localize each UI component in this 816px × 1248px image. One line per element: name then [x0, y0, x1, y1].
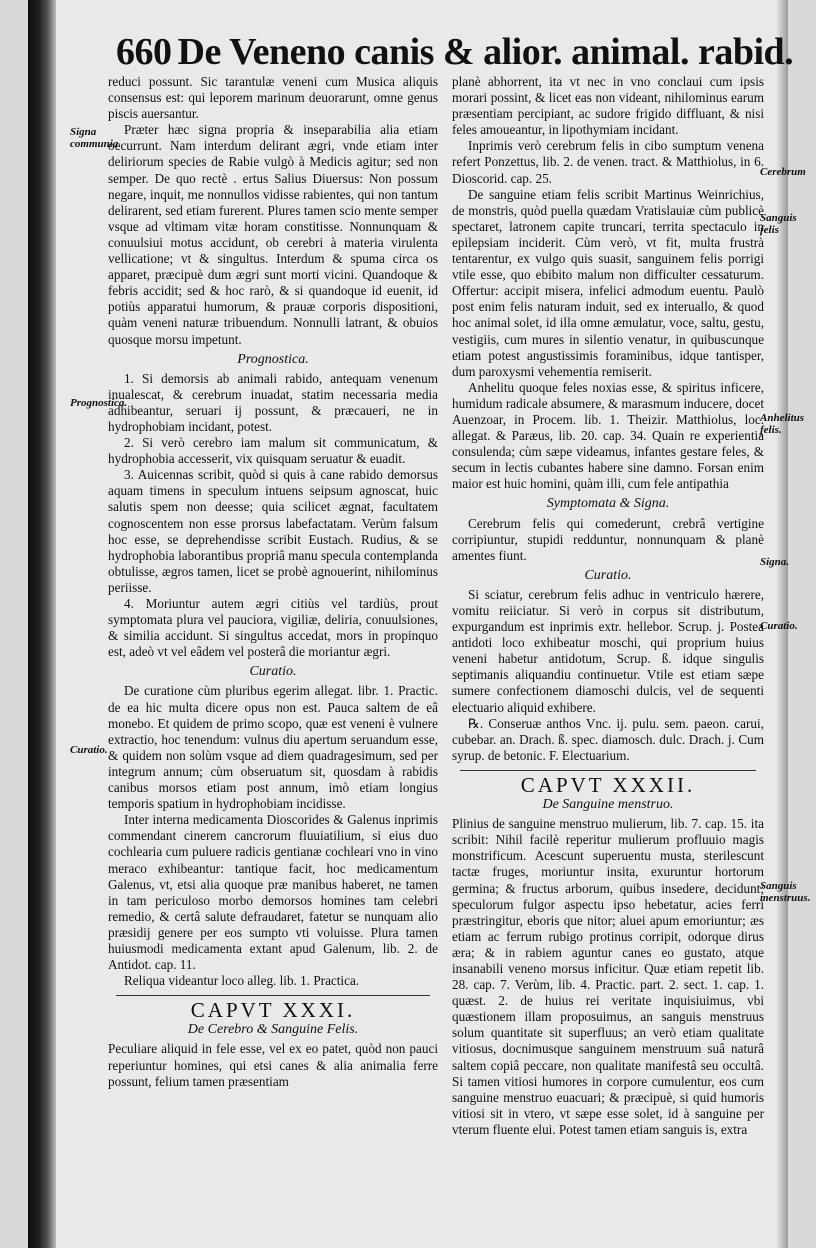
- chapter-heading-31: CAPVT XXXI.: [190, 998, 356, 1023]
- chapter-heading-32: CAPVT XXXII.: [520, 772, 696, 797]
- paragraph: 1. Si demorsis ab animali rabido, antequam venenum inualescat, & cerebrum inuadat, statim necessaria media adhibeantur, seruari ij possunt, & præcaueri, ne in hydrophobiam incidant, potest.: [108, 370, 438, 434]
- paragraph: 3. Auicennas scribit, quòd si quis à cane rabido demorsus aquam timens in speculum intuens seipsum agnoscat, huic salutis spem non deesse; quia scilicet ægnat, facultatem cognoscentem non esse prorsus labefactatam. Verùm falsum hoc esse, se deprehendisse scribit Eustach. Rudius, & se hydrophobia laborantibus propriâ manu specula contemplanda obtulisse, ægros tamen, licet se probè agnouerint, nihilominus periisse.: [108, 467, 438, 595]
- section-heading-curatio: Curatio.: [249, 664, 297, 680]
- paragraph: reduci possunt. Sic tarantulæ veneni cum Musica aliquis consensus est: qui leporem marinum deuorarunt, omne genus piscis auersantur.: [108, 74, 438, 122]
- paragraph: Peculiare aliquid in fele esse, vel ex eo patet, quòd non pauci reperiuntur homines, qui etsi canes & alia animalia ferre possunt, felium tamen præsentiam: [108, 1041, 438, 1089]
- margin-note-cerebrum: Cerebrum: [760, 166, 806, 178]
- paragraph: 4. Moriuntur autem ægri citiùs vel tardiùs, prout symptomata plura vel pauciora, vigiliæ, deliria, conuulsiones, & similia accidunt. Si singultus accedat, mors in propinquo est, adeò vt vel eâdem vel posterâ die moriantur ægri.: [108, 596, 438, 660]
- page-number: 660: [116, 31, 172, 73]
- paragraph: Si sciatur, cerebrum felis adhuc in ventriculo hærere, vomitu reiiciatur. Si verò in corpus sit distributum, expurgandum est inprimis extr. hellebor. Scrup. j. Postea antidoti loco exhibeatur moschi, qui proprium huius veneni habetur antidotum, Scrup. ß. idque singulis septimanis aliquandiu continuetur. Vtile est etiam sæpe sumere confectionem diamoschi dulcis, vel de sequenti electuario aliquid exhibere.: [452, 586, 764, 715]
- chapter-subtitle-32: De Sanguine menstruo.: [542, 797, 674, 813]
- paragraph: Cerebrum felis qui comederunt, crebrâ vertigine corripiuntur, stupidi redduntur, nonnunquam & planè amentes fiunt.: [452, 515, 764, 563]
- paragraph: planè abhorrent, ita vt nec in vno conclaui cum ipsis morari possint, & licet eas non videant, nihilominus earum præsentiam percipiant, ac sudore frigido diffluant, & nisi feles amoueantur, in lipothymiam incidant.: [452, 74, 764, 138]
- divider: [116, 995, 430, 996]
- book-page: [28, 0, 811, 1248]
- paragraph: Inprimis verò cerebrum felis in cibo sumptum venena refert Ponzettus, lib. 2. de venen. tract. & Matthiolus, in 6. Dioscorid. cap. 25.: [452, 138, 764, 186]
- paragraph: De sanguine etiam felis scribit Martinus Weinrichius, de monstris, quòd puella quædam Vratislauiæ cùm publicè spectaret, latronem capite truncari, territa spectaculo in epilepsiam inciderit. Cùm verò, vt fit, multa frustrà tentarentur, ex vulgo quis suasit, sanguinem felis porrigi vtile esse, quo ebibito malum non difficulter cessaturum. Offertur: accipit misera, infelici admodum euentu. Paulò post enim felis naturam induit, sed ex interuallo, & quod hoc animal solet, id illa omne æmulatur, voce, saltu, gestu, vestigiis, cum mures in silentio venatur, in quibuscunque etiam potest angustissimis foraminibus, idque tantisper, dum paroxysmi vehementia remiserit.: [452, 186, 764, 379]
- section-heading-curatio: Curatio.: [584, 567, 632, 583]
- divider: [460, 770, 756, 771]
- running-title: De Veneno canis & alior. animal. rabid.: [177, 31, 794, 73]
- margin-note-sanguis-felis: Sanguis felis: [760, 212, 797, 236]
- margin-note-sanguis-menstruus: Sanguis menstruus.: [760, 880, 811, 904]
- left-text-column: [108, 74, 438, 1090]
- margin-note-signa: Signa communia.: [70, 126, 122, 150]
- paragraph: Reliqua videantur loco alleg. lib. 1. Practica.: [124, 973, 360, 989]
- section-heading-prognostica: Prognostica.: [237, 351, 309, 367]
- paragraph: Plinius de sanguine menstruo mulierum, lib. 7. cap. 15. ita scribit: Nihil facilè reperitur mulierum profluuio magis monstrificum. Acescunt superuentu musta, sterilescunt tactæ fruges, moriuntur insita, exuruntur hortorum germina; & fructus arborum, quibus insedere, decidunt; speculorum fulgor aspectu ipso hebetatur, acies ferri præstringitur, eboris que nitor; aluei apum emoriuntur; æs etiam ac ferrum rubigo protinus corripit, odorque dirus æra; & in rabiem aguntur canes eo gustato, atque insanabili veneno morsus inficitur. Quæ etiam repetit lib. 28. cap. 7. Verùm, lib. 4. Practic. part. 2. sect. 1. cap. 1. quæst. 2. de huius rei veritate inquisiuimus, vbi quæstionem illam proposuimus, an sanguis menstruus solum quantitate sit superfluus; an verò etiam qualitate vitiosus, docnimusque sanguinem menstruum suâ naturâ saltem copiâ peccare, non qualitate manifestâ seu occultâ. Si tamen vitiosi humores in corpore cumulentur, eos cum sanguine menstruo euacuari; & præcipuè, si quid humoris vitiosi sit in vtero, vt sæpe esse solet, id à sanguine per vterum fluente elui. Potest tamen etiam sanguis is, extra: [452, 816, 764, 1137]
- chapter-subtitle-31: De Cerebro & Sanguine Felis.: [187, 1022, 359, 1038]
- paragraph: Inter interna medicamenta Dioscorides & Galenus inprimis commendant cinerem cancrorum fluuiatilium, si eius duo cochlearia cum puluere radicis gentianæ cochleari vno in vino meraco exhibeantur: tantique facit, hoc medicamentum Galenus, vt, etsi alia quoque præ manibus haberet, ne tamen in tam periculoso morbo demorsos homines tam celebri remedio, & certâ salute defraudaret, fatetur se nunquam alio præsidij genere per eos sumpto vti voluisse. Plura tamen huiusmodi medicamenta extant apud Galenum, lib. 2. de Antidot. cap. 11.: [108, 812, 438, 973]
- paragraph: Anhelitu quoque feles noxias esse, & spiritus inficere, humidum radicale absumere, & marasmum inducere, docet Auenzoar, in Procem. lib. 1. Theizir. Matthiolus, loc. allegat. & Paræus, lib. 20. cap. 34. Quain re experientia consulenda; cùm sæpe videamus, infantes gestare feles, & secum in lectis cubantes habere sine damno. Forsan enim maior est huic homini, quàm illi, cum fele antipathia: [452, 379, 764, 492]
- margin-note-anhelitus: Anhelitus felis.: [760, 412, 805, 436]
- right-text-column: [452, 74, 764, 1138]
- margin-note-prognostica: Prognostica.: [70, 397, 128, 409]
- book-gutter-shadow: [28, 0, 56, 1248]
- paragraph: 2. Si verò cerebro iam malum sit communicatum, & hydrophobia accesserit, vix quisquam seruatur & euadit.: [108, 435, 438, 467]
- paragraph: De curatione cùm pluribus egerim allegat. libr. 1. Practic. de ea hic multa dicere opus non est. Pauca saltem de eâ monebo. Et quidem de primo scopo, quæ est veneni è vulnere extractio, hoc tenendum: vulnus diu apertum seruandum esse, & quidem non solùm vsque ad diem quadragesimum, sed per integrum annum; cùm obseruatum sit, quosdam à rabidis canibus morsos etiam post annum, imò etiam longius temporis spatium in hydrophobiam incidisse.: [108, 683, 438, 812]
- margin-note-signa-right: Signa.: [760, 556, 790, 568]
- margin-note-curatio-right: Curatio.: [760, 620, 798, 632]
- prescription: ℞. Conseruæ anthos Vnc. ij. pulu. sem. paeon. carui, cubebar. an. Drach. ß. spec. diamosch. dulc. Drach. j. Cum syrup. de betonic. F. Electuarium.: [452, 715, 764, 763]
- margin-note-curatio-left: Curatio.: [70, 744, 108, 756]
- section-heading-symptomata: Symptomata & Signa.: [546, 496, 670, 512]
- paragraph: Præter hæc signa propria & inseparabilia alia etiam occurrunt. Nam interdum delirant ægri, vnde etiam inter deliriorum species de Rabie vulgò à Medicis agitur; sed non semper. De quo rectè . ertus Salius Diuersus: Non possum negare, inquit, me nonnullos vidisse rabientes, qui non tantum delirarent, sed etiam furerent. Plures tamen scio mente semper vsque ad vltimam vitæ horam constitisse. Nonnunquam & conuulsiui motus accidunt, ob cerebri à materia virulenta vellicatione; vt & singultus. Interdum & spuma circa os apparet, præcipuè dum ægri sunt morti vicini. Quandoque & febris accidit; sed & hoc rarò, & si quandoque id euenit, id potiùs apparatui humorum, & prauæ corporis dispositioni, quàm veneni naturæ tribuendum. Nonnulli latrant, & obuios quosque morsu impetunt.: [108, 122, 438, 347]
